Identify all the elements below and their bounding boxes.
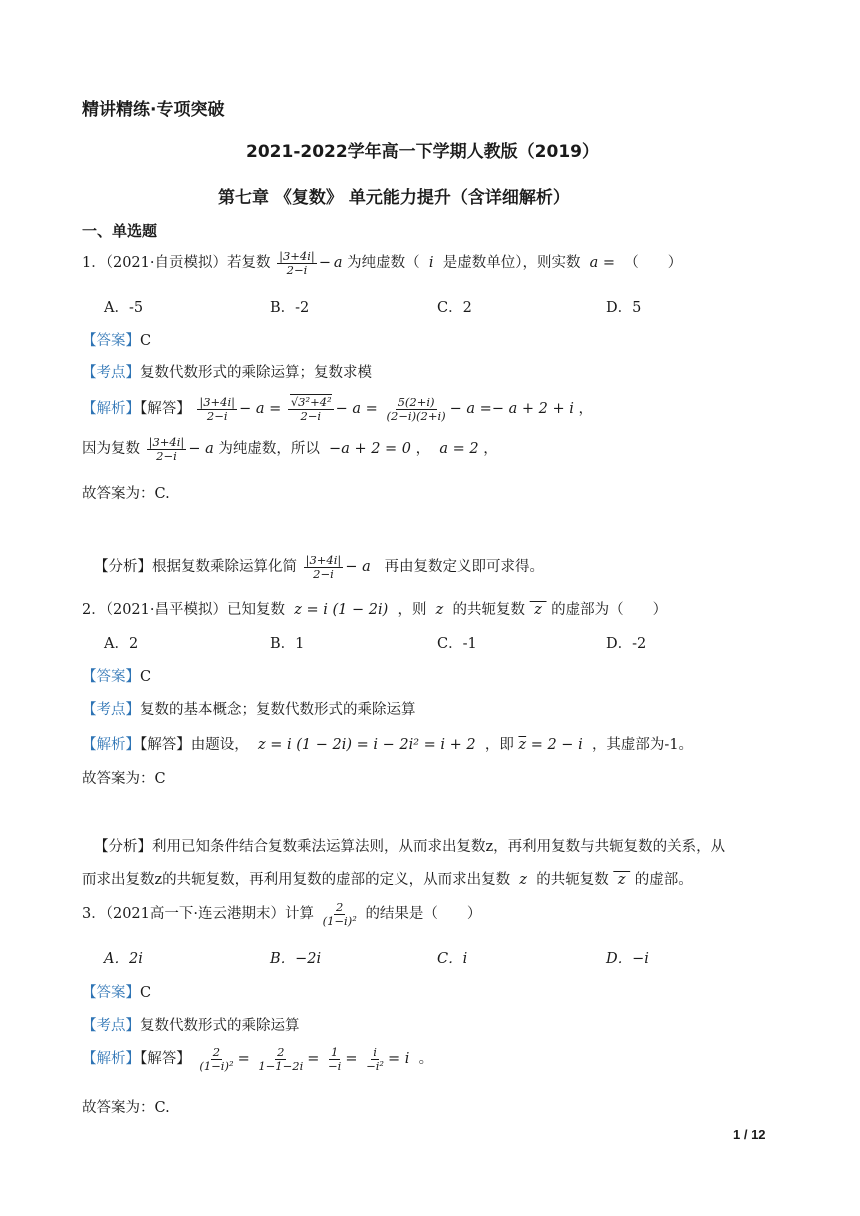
q1-final: 故答案为：C. [82, 486, 170, 502]
q2-jiexi: 【解析】【解答】由题设， z = i (1 − 2i) = i − 2i² = i + 2 ，即 $\overline{z} = 2 - i$ ，其虚部为-1。 [82, 737, 694, 753]
q1-prefix: 1．（2021·自贡模拟）若复数 [82, 255, 271, 271]
q1-mid: 为纯虚数（ [347, 255, 420, 271]
q1-kaodian: 【考点】复数代数形式的乘除运算；复数求模 [82, 365, 372, 381]
doc-title: 2021-2022学年高一下学期人教版（2019） [246, 142, 599, 162]
page-number: 1 / 12 [733, 1127, 766, 1142]
q1-option-c: C．2 [437, 300, 472, 316]
series-title: 精讲精练·专项突破 [82, 100, 225, 120]
q1-mid2: 是虚数单位），则实数 [442, 255, 581, 271]
q1-stem: 1．（2021·自贡模拟）若复数 $\frac{|3+4i|}{2-i}$ − a 为纯虚数（ i 是虚数单位），则实数 a = （ ） [82, 248, 683, 277]
q2-option-d: D．-2 [606, 636, 647, 652]
section-heading: 一、单选题 [82, 222, 158, 240]
q1-tail: （ ） [624, 255, 683, 271]
q2-option-a: A．2 [104, 636, 139, 652]
q1-fenxi: 【分析】根据复数乘除运算化简 $\frac{|3+4i|}{2-i}$ − a 再由复数定义即可求得。 [94, 552, 545, 581]
q2-final: 故答案为：C [82, 771, 166, 787]
q3-option-b: B．−2i [270, 951, 322, 967]
q3-answer: 【答案】C [82, 985, 152, 1001]
q1-option-a: A．-5 [104, 300, 144, 316]
q1-option-d: D．5 [606, 300, 642, 316]
q2-option-c: C．-1 [437, 636, 477, 652]
q2-stem: 2．（2021·昌平模拟）已知复数 z = i (1 − 2i) ，则 z 的共轭复数 z 的虚部为（ ） [82, 602, 668, 618]
q2-kaodian: 【考点】复数的基本概念；复数代数形式的乘除运算 [82, 702, 416, 718]
doc-subtitle: 第七章 《复数》 单元能力提升（含详细解析） [218, 188, 570, 208]
q3-stem: 3．（2021高一下·连云港期末）计算 $\frac{2}{\text{(1−i)²}}$ 的结果是（ ） [82, 899, 482, 928]
q3-final: 故答案为：C. [82, 1100, 170, 1116]
q2-option-b: B．1 [270, 636, 305, 652]
q3-option-d: D．−i [606, 951, 649, 967]
q1-fraction: $\frac{|3+4i|}{2-i}$ [279, 248, 315, 277]
q2-answer: 【答案】C [82, 669, 152, 685]
q2-fenxi-line2: 而求出复数z的共轭复数，再利用复数的虚部的定义，从而求出复数 z 的共轭复数 z 的虚部。 [82, 872, 693, 888]
q1-line2: 因为复数 $\frac{|3+4i|}{2-i}$ − a 为纯虚数，所以 −a + 2 = 0 ， a = 2 ， [82, 434, 498, 463]
q3-option-a: A．2i [104, 951, 143, 967]
q1-jiexi: 【解析】【解答】 $\frac{|3+4i|}{2-i}$ − a = $\frac{\text{√3²+4²}}{2-i}$ − a = $\frac{5(2+i)}{(2-i)(2+i)}$ − a =− a + 2 + i ， [82, 394, 593, 423]
q1-option-b: B．-2 [270, 300, 310, 316]
q3-option-c: C．i [437, 951, 468, 967]
q2-fenxi-line1: 【分析】利用已知条件结合复数乘法运算法则，从而求出复数z，再利用复数与共轭复数的关系，从 [94, 839, 726, 855]
q1-answer: 【答案】C [82, 333, 152, 349]
q3-kaodian: 【考点】复数代数形式的乘除运算 [82, 1018, 300, 1034]
q3-jiexi: 【解析】【解答】 $\frac{2}{\text{(1−i)²}}$ = $\frac{2}{1-1-2i}$ = $\frac{1}{-i}$ = $\frac{i}{\text{−i²}}$ = i 。 [82, 1044, 434, 1073]
